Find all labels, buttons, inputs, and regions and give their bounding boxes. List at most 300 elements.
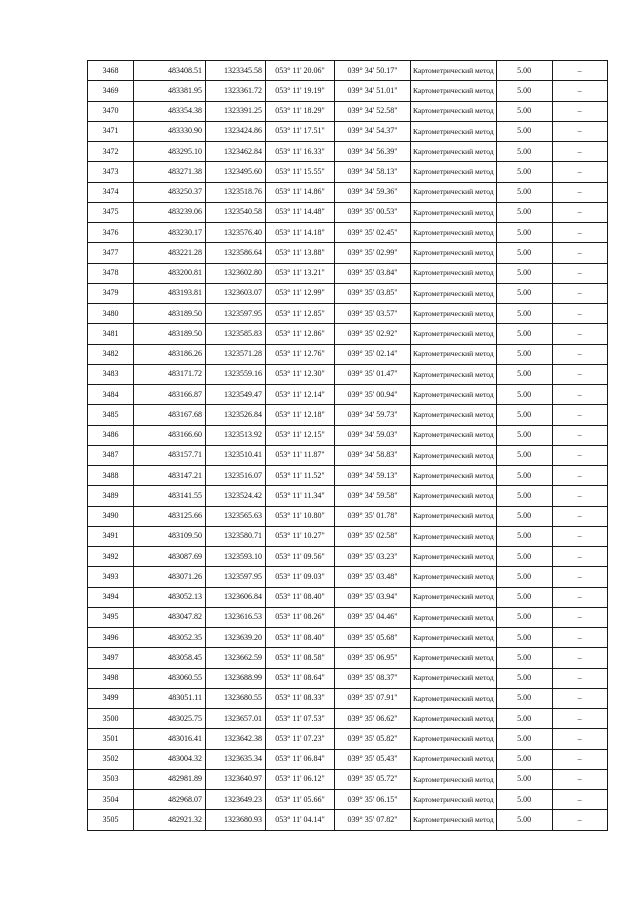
method-cell: Картометрический метод xyxy=(411,506,497,526)
table-row xyxy=(88,283,608,303)
table-row xyxy=(88,506,608,526)
latitude-cell: 053° 11' 08.33" xyxy=(266,688,335,708)
latitude-cell: 053° 11' 05.66" xyxy=(266,790,335,810)
table-row xyxy=(88,182,608,202)
y-coordinate-cell: 1323662.59 xyxy=(206,648,266,668)
note-cell: – xyxy=(552,709,607,729)
method-cell: Картометрический метод xyxy=(411,405,497,425)
accuracy-cell: 5.00 xyxy=(496,607,552,627)
accuracy-cell: 5.00 xyxy=(496,466,552,486)
point-number-cell: 3489 xyxy=(88,486,134,506)
point-number-cell: 3469 xyxy=(88,81,134,101)
longitude-cell: 039° 35' 04.46" xyxy=(335,607,411,627)
table-row xyxy=(88,344,608,364)
method-cell: Картометрический метод xyxy=(411,587,497,607)
y-coordinate-cell: 1323424.86 xyxy=(206,121,266,141)
method-cell: Картометрический метод xyxy=(411,607,497,627)
accuracy-cell: 5.00 xyxy=(496,445,552,465)
method-cell: Картометрический метод xyxy=(411,486,497,506)
method-cell: Картометрический метод xyxy=(411,567,497,587)
accuracy-cell: 5.00 xyxy=(496,121,552,141)
point-number-cell: 3473 xyxy=(88,162,134,182)
accuracy-cell: 5.00 xyxy=(496,142,552,162)
longitude-cell: 039° 34' 59.03" xyxy=(335,425,411,445)
y-coordinate-cell: 1323559.16 xyxy=(206,364,266,384)
latitude-cell: 053° 11' 14.48" xyxy=(266,202,335,222)
longitude-cell: 039° 35' 02.58" xyxy=(335,526,411,546)
point-number-cell: 3493 xyxy=(88,567,134,587)
x-coordinate-cell: 483052.13 xyxy=(134,587,206,607)
longitude-cell: 039° 35' 02.14" xyxy=(335,344,411,364)
table-row xyxy=(88,769,608,789)
point-number-cell: 3502 xyxy=(88,749,134,769)
table-row xyxy=(88,729,608,749)
x-coordinate-cell: 483171.72 xyxy=(134,364,206,384)
latitude-cell: 053° 11' 12.86" xyxy=(266,324,335,344)
x-coordinate-cell: 483051.11 xyxy=(134,688,206,708)
latitude-cell: 053° 11' 08.26" xyxy=(266,607,335,627)
note-cell: – xyxy=(552,324,607,344)
accuracy-cell: 5.00 xyxy=(496,709,552,729)
y-coordinate-cell: 1323657.01 xyxy=(206,709,266,729)
note-cell: – xyxy=(552,769,607,789)
accuracy-cell: 5.00 xyxy=(496,769,552,789)
x-coordinate-cell: 483381.95 xyxy=(134,81,206,101)
method-cell: Картометрический метод xyxy=(411,142,497,162)
method-cell: Картометрический метод xyxy=(411,324,497,344)
method-cell: Картометрический метод xyxy=(411,547,497,567)
method-cell: Картометрический метод xyxy=(411,790,497,810)
y-coordinate-cell: 1323462.84 xyxy=(206,142,266,162)
y-coordinate-cell: 1323518.76 xyxy=(206,182,266,202)
table-row xyxy=(88,243,608,263)
x-coordinate-cell: 483047.82 xyxy=(134,607,206,627)
y-coordinate-cell: 1323649.23 xyxy=(206,790,266,810)
accuracy-cell: 5.00 xyxy=(496,648,552,668)
method-cell: Картометрический метод xyxy=(411,202,497,222)
point-number-cell: 3501 xyxy=(88,729,134,749)
accuracy-cell: 5.00 xyxy=(496,506,552,526)
note-cell: – xyxy=(552,223,607,243)
method-cell: Картометрический метод xyxy=(411,304,497,324)
latitude-cell: 053° 11' 08.40" xyxy=(266,628,335,648)
table-row xyxy=(88,324,608,344)
latitude-cell: 053° 11' 06.12" xyxy=(266,769,335,789)
latitude-cell: 053° 11' 06.84" xyxy=(266,749,335,769)
longitude-cell: 039° 35' 02.99" xyxy=(335,243,411,263)
table-row xyxy=(88,607,608,627)
longitude-cell: 039° 35' 03.57" xyxy=(335,304,411,324)
table-row xyxy=(88,466,608,486)
point-number-cell: 3472 xyxy=(88,142,134,162)
note-cell: – xyxy=(552,364,607,384)
table-row xyxy=(88,405,608,425)
latitude-cell: 053° 11' 12.15" xyxy=(266,425,335,445)
table-row xyxy=(88,61,608,81)
longitude-cell: 039° 35' 06.62" xyxy=(335,709,411,729)
point-number-cell: 3476 xyxy=(88,223,134,243)
point-number-cell: 3478 xyxy=(88,263,134,283)
x-coordinate-cell: 482921.32 xyxy=(134,810,206,830)
x-coordinate-cell: 483271.38 xyxy=(134,162,206,182)
accuracy-cell: 5.00 xyxy=(496,749,552,769)
accuracy-cell: 5.00 xyxy=(496,283,552,303)
point-number-cell: 3474 xyxy=(88,182,134,202)
y-coordinate-cell: 1323597.95 xyxy=(206,304,266,324)
y-coordinate-cell: 1323639.20 xyxy=(206,628,266,648)
point-number-cell: 3500 xyxy=(88,709,134,729)
latitude-cell: 053° 11' 04.14" xyxy=(266,810,335,830)
point-number-cell: 3496 xyxy=(88,628,134,648)
longitude-cell: 039° 34' 59.36" xyxy=(335,182,411,202)
y-coordinate-cell: 1323642.38 xyxy=(206,729,266,749)
longitude-cell: 039° 35' 05.72" xyxy=(335,769,411,789)
latitude-cell: 053° 11' 08.64" xyxy=(266,668,335,688)
latitude-cell: 053° 11' 09.56" xyxy=(266,547,335,567)
note-cell: – xyxy=(552,526,607,546)
longitude-cell: 039° 35' 05.82" xyxy=(335,729,411,749)
latitude-cell: 053° 11' 12.99" xyxy=(266,283,335,303)
method-cell: Картометрический метод xyxy=(411,749,497,769)
point-number-cell: 3486 xyxy=(88,425,134,445)
latitude-cell: 053° 11' 14.18" xyxy=(266,223,335,243)
latitude-cell: 053° 11' 09.03" xyxy=(266,567,335,587)
accuracy-cell: 5.00 xyxy=(496,526,552,546)
table-row xyxy=(88,790,608,810)
y-coordinate-cell: 1323571.28 xyxy=(206,344,266,364)
note-cell: – xyxy=(552,182,607,202)
point-number-cell: 3482 xyxy=(88,344,134,364)
longitude-cell: 039° 35' 02.45" xyxy=(335,223,411,243)
x-coordinate-cell: 483087.69 xyxy=(134,547,206,567)
x-coordinate-cell: 483354.38 xyxy=(134,101,206,121)
longitude-cell: 039° 34' 59.13" xyxy=(335,466,411,486)
x-coordinate-cell: 483295.10 xyxy=(134,142,206,162)
x-coordinate-cell: 483025.75 xyxy=(134,709,206,729)
y-coordinate-cell: 1323516.07 xyxy=(206,466,266,486)
method-cell: Картометрический метод xyxy=(411,769,497,789)
note-cell: – xyxy=(552,506,607,526)
table-row xyxy=(88,202,608,222)
table-row xyxy=(88,364,608,384)
point-number-cell: 3494 xyxy=(88,587,134,607)
longitude-cell: 039° 35' 03.48" xyxy=(335,567,411,587)
x-coordinate-cell: 483071.26 xyxy=(134,567,206,587)
y-coordinate-cell: 1323680.93 xyxy=(206,810,266,830)
point-number-cell: 3492 xyxy=(88,547,134,567)
method-cell: Картометрический метод xyxy=(411,445,497,465)
point-number-cell: 3479 xyxy=(88,283,134,303)
longitude-cell: 039° 34' 52.58" xyxy=(335,101,411,121)
accuracy-cell: 5.00 xyxy=(496,567,552,587)
y-coordinate-cell: 1323361.72 xyxy=(206,81,266,101)
point-number-cell: 3483 xyxy=(88,364,134,384)
note-cell: – xyxy=(552,61,607,81)
table-row xyxy=(88,101,608,121)
latitude-cell: 053° 11' 12.85" xyxy=(266,304,335,324)
note-cell: – xyxy=(552,162,607,182)
longitude-cell: 039° 34' 58.13" xyxy=(335,162,411,182)
method-cell: Картометрический метод xyxy=(411,628,497,648)
accuracy-cell: 5.00 xyxy=(496,729,552,749)
accuracy-cell: 5.00 xyxy=(496,304,552,324)
note-cell: – xyxy=(552,101,607,121)
note-cell: – xyxy=(552,283,607,303)
longitude-cell: 039° 34' 51.01" xyxy=(335,81,411,101)
x-coordinate-cell: 483189.50 xyxy=(134,324,206,344)
note-cell: – xyxy=(552,567,607,587)
latitude-cell: 053° 11' 14.86" xyxy=(266,182,335,202)
point-number-cell: 3487 xyxy=(88,445,134,465)
method-cell: Картометрический метод xyxy=(411,425,497,445)
y-coordinate-cell: 1323640.97 xyxy=(206,769,266,789)
point-number-cell: 3504 xyxy=(88,790,134,810)
longitude-cell: 039° 35' 03.94" xyxy=(335,587,411,607)
note-cell: – xyxy=(552,466,607,486)
latitude-cell: 053° 11' 12.30" xyxy=(266,364,335,384)
point-number-cell: 3491 xyxy=(88,526,134,546)
accuracy-cell: 5.00 xyxy=(496,364,552,384)
table-row xyxy=(88,304,608,324)
longitude-cell: 039° 35' 01.47" xyxy=(335,364,411,384)
latitude-cell: 053° 11' 08.58" xyxy=(266,648,335,668)
longitude-cell: 039° 35' 01.78" xyxy=(335,506,411,526)
accuracy-cell: 5.00 xyxy=(496,101,552,121)
method-cell: Картометрический метод xyxy=(411,182,497,202)
y-coordinate-cell: 1323688.99 xyxy=(206,668,266,688)
method-cell: Картометрический метод xyxy=(411,263,497,283)
note-cell: – xyxy=(552,688,607,708)
point-number-cell: 3503 xyxy=(88,769,134,789)
note-cell: – xyxy=(552,121,607,141)
note-cell: – xyxy=(552,243,607,263)
y-coordinate-cell: 1323606.84 xyxy=(206,587,266,607)
accuracy-cell: 5.00 xyxy=(496,810,552,830)
y-coordinate-cell: 1323345.58 xyxy=(206,61,266,81)
note-cell: – xyxy=(552,445,607,465)
x-coordinate-cell: 483221.28 xyxy=(134,243,206,263)
note-cell: – xyxy=(552,142,607,162)
y-coordinate-cell: 1323526.84 xyxy=(206,405,266,425)
table-row xyxy=(88,567,608,587)
x-coordinate-cell: 483186.26 xyxy=(134,344,206,364)
note-cell: – xyxy=(552,385,607,405)
y-coordinate-cell: 1323576.40 xyxy=(206,223,266,243)
point-number-cell: 3484 xyxy=(88,385,134,405)
accuracy-cell: 5.00 xyxy=(496,628,552,648)
x-coordinate-cell: 483330.90 xyxy=(134,121,206,141)
table-row xyxy=(88,628,608,648)
latitude-cell: 053° 11' 12.18" xyxy=(266,405,335,425)
y-coordinate-cell: 1323549.47 xyxy=(206,385,266,405)
point-number-cell: 3480 xyxy=(88,304,134,324)
method-cell: Картометрический метод xyxy=(411,466,497,486)
y-coordinate-cell: 1323586.64 xyxy=(206,243,266,263)
method-cell: Картометрический метод xyxy=(411,344,497,364)
point-number-cell: 3475 xyxy=(88,202,134,222)
longitude-cell: 039° 35' 00.53" xyxy=(335,202,411,222)
table-row xyxy=(88,445,608,465)
latitude-cell: 053° 11' 13.21" xyxy=(266,263,335,283)
table-row xyxy=(88,749,608,769)
table-row xyxy=(88,526,608,546)
latitude-cell: 053° 11' 12.76" xyxy=(266,344,335,364)
x-coordinate-cell: 483157.71 xyxy=(134,445,206,465)
accuracy-cell: 5.00 xyxy=(496,668,552,688)
longitude-cell: 039° 35' 06.15" xyxy=(335,790,411,810)
latitude-cell: 053° 11' 11.34" xyxy=(266,486,335,506)
longitude-cell: 039° 35' 03.85" xyxy=(335,283,411,303)
latitude-cell: 053° 11' 11.87" xyxy=(266,445,335,465)
note-cell: – xyxy=(552,202,607,222)
note-cell: – xyxy=(552,486,607,506)
longitude-cell: 039° 35' 07.91" xyxy=(335,688,411,708)
longitude-cell: 039° 34' 50.17" xyxy=(335,61,411,81)
y-coordinate-cell: 1323495.60 xyxy=(206,162,266,182)
accuracy-cell: 5.00 xyxy=(496,405,552,425)
method-cell: Картометрический метод xyxy=(411,101,497,121)
method-cell: Картометрический метод xyxy=(411,81,497,101)
y-coordinate-cell: 1323680.55 xyxy=(206,688,266,708)
note-cell: – xyxy=(552,749,607,769)
accuracy-cell: 5.00 xyxy=(496,61,552,81)
note-cell: – xyxy=(552,81,607,101)
x-coordinate-cell: 483147.21 xyxy=(134,466,206,486)
method-cell: Картометрический метод xyxy=(411,526,497,546)
point-number-cell: 3505 xyxy=(88,810,134,830)
note-cell: – xyxy=(552,344,607,364)
accuracy-cell: 5.00 xyxy=(496,202,552,222)
x-coordinate-cell: 482981.89 xyxy=(134,769,206,789)
method-cell: Картометрический метод xyxy=(411,709,497,729)
latitude-cell: 053° 11' 13.88" xyxy=(266,243,335,263)
y-coordinate-cell: 1323391.25 xyxy=(206,101,266,121)
note-cell: – xyxy=(552,304,607,324)
x-coordinate-cell: 483250.37 xyxy=(134,182,206,202)
point-number-cell: 3499 xyxy=(88,688,134,708)
latitude-cell: 053° 11' 12.14" xyxy=(266,385,335,405)
x-coordinate-cell: 483408.51 xyxy=(134,61,206,81)
method-cell: Картометрический метод xyxy=(411,243,497,263)
method-cell: Картометрический метод xyxy=(411,729,497,749)
table-row xyxy=(88,263,608,283)
latitude-cell: 053° 11' 16.33" xyxy=(266,142,335,162)
point-number-cell: 3498 xyxy=(88,668,134,688)
table-row xyxy=(88,385,608,405)
accuracy-cell: 5.00 xyxy=(496,425,552,445)
y-coordinate-cell: 1323580.71 xyxy=(206,526,266,546)
latitude-cell: 053° 11' 10.80" xyxy=(266,506,335,526)
x-coordinate-cell: 483109.50 xyxy=(134,526,206,546)
longitude-cell: 039° 35' 06.95" xyxy=(335,648,411,668)
point-number-cell: 3477 xyxy=(88,243,134,263)
point-number-cell: 3470 xyxy=(88,101,134,121)
longitude-cell: 039° 35' 02.92" xyxy=(335,324,411,344)
accuracy-cell: 5.00 xyxy=(496,223,552,243)
note-cell: – xyxy=(552,628,607,648)
latitude-cell: 053° 11' 10.27" xyxy=(266,526,335,546)
x-coordinate-cell: 483189.50 xyxy=(134,304,206,324)
x-coordinate-cell: 483193.81 xyxy=(134,283,206,303)
method-cell: Картометрический метод xyxy=(411,61,497,81)
method-cell: Картометрический метод xyxy=(411,364,497,384)
y-coordinate-cell: 1323616.53 xyxy=(206,607,266,627)
note-cell: – xyxy=(552,405,607,425)
x-coordinate-cell: 483166.60 xyxy=(134,425,206,445)
longitude-cell: 039° 34' 56.39" xyxy=(335,142,411,162)
x-coordinate-cell: 483200.81 xyxy=(134,263,206,283)
x-coordinate-cell: 483167.68 xyxy=(134,405,206,425)
table-row xyxy=(88,81,608,101)
longitude-cell: 039° 35' 00.94" xyxy=(335,385,411,405)
x-coordinate-cell: 483004.32 xyxy=(134,749,206,769)
note-cell: – xyxy=(552,668,607,688)
y-coordinate-cell: 1323540.58 xyxy=(206,202,266,222)
accuracy-cell: 5.00 xyxy=(496,385,552,405)
note-cell: – xyxy=(552,263,607,283)
method-cell: Картометрический метод xyxy=(411,648,497,668)
x-coordinate-cell: 483125.66 xyxy=(134,506,206,526)
x-coordinate-cell: 483052.35 xyxy=(134,628,206,648)
latitude-cell: 053° 11' 19.19" xyxy=(266,81,335,101)
x-coordinate-cell: 482968.07 xyxy=(134,790,206,810)
latitude-cell: 053° 11' 20.06" xyxy=(266,61,335,81)
longitude-cell: 039° 35' 08.37" xyxy=(335,668,411,688)
table-row xyxy=(88,142,608,162)
table-row xyxy=(88,709,608,729)
latitude-cell: 053° 11' 08.40" xyxy=(266,587,335,607)
note-cell: – xyxy=(552,587,607,607)
longitude-cell: 039° 34' 59.58" xyxy=(335,486,411,506)
y-coordinate-cell: 1323510.41 xyxy=(206,445,266,465)
table-row xyxy=(88,688,608,708)
longitude-cell: 039° 35' 07.82" xyxy=(335,810,411,830)
method-cell: Картометрический метод xyxy=(411,385,497,405)
longitude-cell: 039° 35' 05.43" xyxy=(335,749,411,769)
note-cell: – xyxy=(552,790,607,810)
longitude-cell: 039° 34' 54.37" xyxy=(335,121,411,141)
accuracy-cell: 5.00 xyxy=(496,263,552,283)
longitude-cell: 039° 34' 58.83" xyxy=(335,445,411,465)
x-coordinate-cell: 483058.45 xyxy=(134,648,206,668)
method-cell: Картометрический метод xyxy=(411,283,497,303)
point-number-cell: 3495 xyxy=(88,607,134,627)
x-coordinate-cell: 483239.06 xyxy=(134,202,206,222)
method-cell: Картометрический метод xyxy=(411,810,497,830)
accuracy-cell: 5.00 xyxy=(496,790,552,810)
table-row xyxy=(88,547,608,567)
table-row xyxy=(88,425,608,445)
y-coordinate-cell: 1323602.80 xyxy=(206,263,266,283)
point-number-cell: 3481 xyxy=(88,324,134,344)
method-cell: Картометрический метод xyxy=(411,223,497,243)
note-cell: – xyxy=(552,729,607,749)
longitude-cell: 039° 35' 05.68" xyxy=(335,628,411,648)
latitude-cell: 053° 11' 11.52" xyxy=(266,466,335,486)
accuracy-cell: 5.00 xyxy=(496,243,552,263)
accuracy-cell: 5.00 xyxy=(496,182,552,202)
note-cell: – xyxy=(552,810,607,830)
x-coordinate-cell: 483230.17 xyxy=(134,223,206,243)
latitude-cell: 053° 11' 17.51" xyxy=(266,121,335,141)
x-coordinate-cell: 483016.41 xyxy=(134,729,206,749)
method-cell: Картометрический метод xyxy=(411,668,497,688)
y-coordinate-cell: 1323593.10 xyxy=(206,547,266,567)
accuracy-cell: 5.00 xyxy=(496,344,552,364)
note-cell: – xyxy=(552,425,607,445)
table-row xyxy=(88,648,608,668)
latitude-cell: 053° 11' 07.23" xyxy=(266,729,335,749)
